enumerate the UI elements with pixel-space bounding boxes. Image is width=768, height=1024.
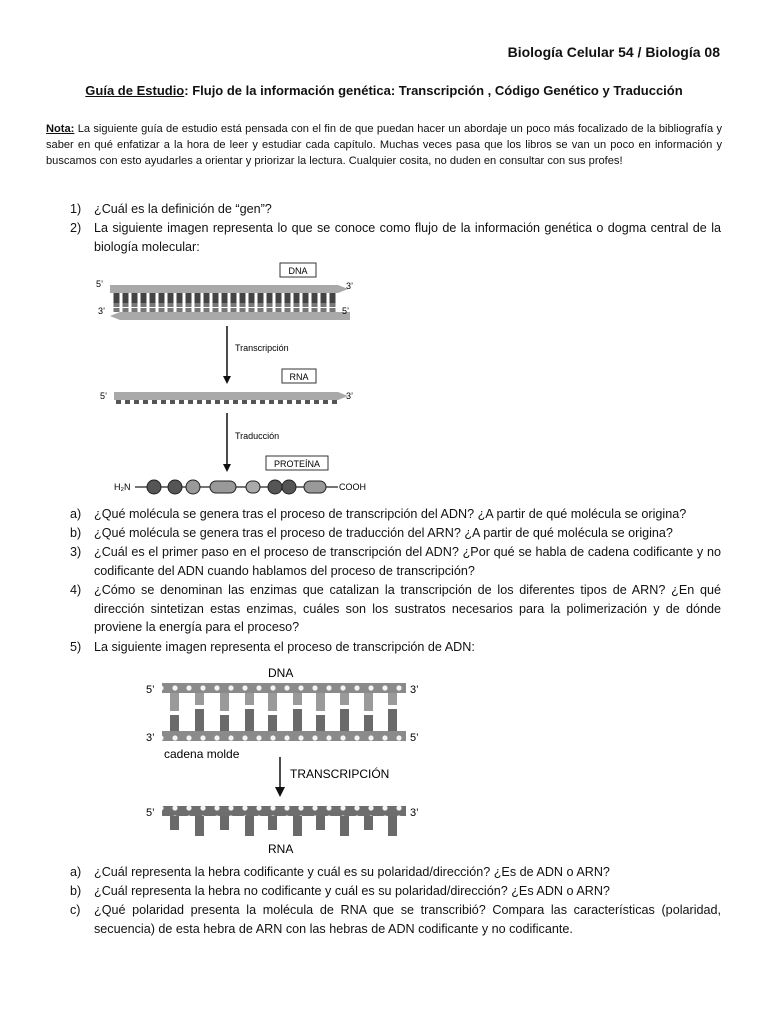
question-5b (70, 882, 721, 901)
question-2a (70, 505, 721, 524)
dna-label: DNA (288, 266, 308, 276)
amino-acid (186, 480, 200, 494)
question-number: a) (70, 865, 82, 879)
dna-template-strand-2 (162, 731, 406, 741)
question-number: 1) (70, 202, 82, 216)
question-5c (70, 901, 721, 938)
coding-strand-bases (170, 693, 397, 711)
rna-3prime-2: 3’ (410, 807, 419, 819)
question-2 (70, 219, 721, 256)
dna-coding-strand-2 (162, 683, 406, 693)
transcription-arrowhead (223, 376, 231, 384)
amino-acid (246, 481, 260, 493)
question-number: a) (70, 507, 82, 521)
transcription-label: Transcripción (235, 343, 289, 353)
translation-label: Traducción (235, 431, 280, 441)
n-terminus: H₂N (114, 482, 131, 492)
question-number: 4) (70, 583, 82, 597)
question-2b (70, 524, 721, 543)
question-number: b) (70, 526, 82, 540)
dna-template-strand (110, 312, 350, 320)
rna-bases (114, 400, 338, 406)
dna-bottom-5prime: 5’ (342, 306, 350, 316)
rna-5prime: 5’ (100, 391, 108, 401)
question-1 (70, 200, 721, 219)
dna-bottom-3prime: 3’ (98, 306, 106, 316)
dna-top-5prime-2: 5’ (146, 684, 155, 696)
amino-acid (282, 480, 296, 494)
question-text: ¿Cuál representa la hebra codificante y cuál es su polaridad/dirección? ¿Es de ADN o ARN? (94, 865, 610, 879)
question-number: 3) (70, 545, 82, 559)
amino-acid (147, 480, 161, 494)
dna-top-5prime: 5’ (96, 279, 104, 289)
transcription-figure (140, 663, 440, 858)
question-number: c) (70, 903, 81, 917)
question-text: ¿Qué molécula se genera tras el proceso de traducción del ARN? ¿A partir de qué molécula se origina? (94, 526, 673, 540)
translation-arrowhead (223, 464, 231, 472)
question-text: ¿Cuál representa la hebra no codificante y cuál es su polaridad/dirección? ¿Es ADN o ARN? (94, 884, 610, 898)
note-label: Nota: (46, 123, 75, 135)
guide-title-text: : Flujo de la información genética: Transcripción , Código Genético y Traducción (184, 83, 683, 98)
question-3 (70, 543, 721, 580)
dna-top-bases (112, 293, 338, 303)
protein-label: PROTEÍNA (273, 459, 321, 469)
template-strand-label: cadena molde (164, 747, 240, 761)
question-4 (70, 581, 721, 637)
amino-acid (268, 480, 282, 494)
question-number: b) (70, 884, 82, 898)
question-text: ¿Cómo se denominan las enzimas que catalizan la transcripción de los diferentes tipos de ARN? ¿En qué dirección sintetizan estas enzimas, cuáles son los sustratos necesarios para la polimerización y de dónde proviene la energía para el proceso? (94, 583, 721, 634)
dna-label-2: DNA (268, 666, 294, 680)
question-text: La siguiente imagen representa lo que se conoce como flujo de la información genética o dogma central de la biología molecular: (94, 221, 721, 254)
transcription-arrow-label: TRANSCRIPCIÓN (290, 767, 390, 781)
amino-acid (168, 480, 182, 494)
question-text: La siguiente imagen representa el proceso de transcripción de ADN: (94, 640, 475, 654)
dna-bottom-5prime-2: 5’ (410, 732, 419, 744)
question-5a (70, 863, 721, 882)
question-text: ¿Qué polaridad presenta la molécula de RNA que se transcribió? Compara las características (polaridad, secuencia) de esta hebra de ARN con las hebras de ADN codificante y no codificante. (94, 903, 721, 936)
question-text: ¿Cuál es el primer paso en el proceso de transcripción del ADN? ¿Por qué se habla de cadena codificante y no codificante del ADN cuando hablamos del proceso de transcripción? (94, 545, 721, 578)
dna-bottom-bases (112, 303, 338, 312)
question-number: 5) (70, 640, 82, 654)
rna-label-2: RNA (268, 842, 294, 856)
guide-title-label: Guía de Estudio (85, 83, 185, 98)
dna-top-3prime: 3’ (346, 281, 354, 291)
dna-bottom-3prime-2: 3’ (146, 732, 155, 744)
course-header: Biología Celular 54 / Biología 08 (507, 44, 720, 60)
dna-top-3prime-2: 3’ (410, 684, 419, 696)
template-strand-bases (170, 709, 397, 731)
rna-bases-2 (170, 816, 397, 836)
dna-coding-strand (110, 285, 348, 293)
rna-strand-2 (162, 806, 406, 816)
note-text: La siguiente guía de estudio está pensada con el fin de que puedan hacer un abordaje un poco más focalizado de la bibliografía y saber en qué enfatizar a la hora de leer y estudiar cada capítulo. Muchas veces pasa que los libros se van un poco en información y buscamos con esto ayudarles a orientar y priorizar la lectura. Cualquier cosita, no duden en consultar con sus profes! (46, 123, 722, 167)
question-text: ¿Cuál es la definición de “gen”? (94, 202, 272, 216)
rna-label: RNA (289, 372, 309, 382)
rna-5prime-2: 5’ (146, 807, 155, 819)
c-terminus: COOH (339, 482, 366, 492)
question-number: 2) (70, 221, 82, 235)
question-5 (70, 638, 721, 657)
rna-3prime: 3’ (346, 391, 354, 401)
rna-strand (114, 392, 348, 400)
transcription-arrowhead-2 (275, 787, 285, 797)
central-dogma-figure (90, 258, 380, 498)
question-text: ¿Qué molécula se genera tras el proceso de transcripción del ADN? ¿A partir de qué molécula se origina? (94, 507, 687, 521)
amino-acid (304, 481, 326, 493)
note-paragraph (46, 121, 722, 169)
amino-acid (210, 481, 236, 493)
guide-title (0, 83, 768, 98)
